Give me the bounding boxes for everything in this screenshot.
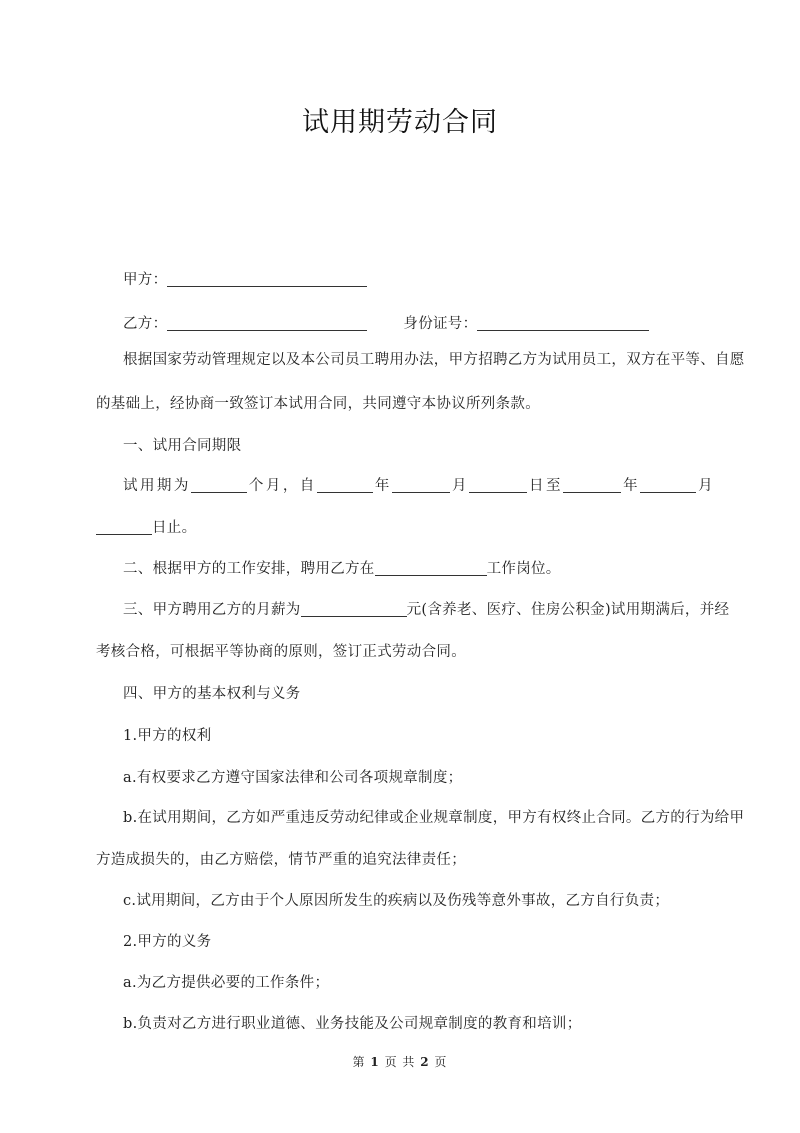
section3-text: 三、甲方聘用乙方的月薪为 <box>123 602 301 618</box>
month2-label: 月 <box>696 478 713 494</box>
party-a-label: 甲方： <box>123 272 168 288</box>
year-label: 年 <box>372 478 392 494</box>
party-b-blank <box>167 316 367 332</box>
start-month-blank <box>392 478 450 494</box>
day-to-label: 日至 <box>526 478 563 494</box>
id-label: 身份证号： <box>403 316 478 332</box>
month-label: 月 <box>449 478 469 494</box>
section3-text-continued: 元(含养老、医疗、住房公积金)试用期满后，并经 <box>406 602 730 618</box>
duties-heading: 2.甲方的义务 <box>123 934 212 950</box>
trial-period-line <box>123 474 713 495</box>
duty-a: a.为乙方提供必要的工作条件； <box>123 975 330 991</box>
right-b-line2: 方造成损失的，由乙方赔偿，情节严重的追究法律责任； <box>96 852 466 868</box>
page-footer <box>0 1053 800 1070</box>
trial-period-line2 <box>96 516 716 537</box>
right-c: c.试用期间，乙方由于个人原因所发生的疾病以及伤残等意外事故，乙方自行负责； <box>123 893 670 909</box>
section2-suffix: 工作岗位。 <box>486 561 561 577</box>
page-mid: 页 共 <box>384 1055 416 1069</box>
party-a-blank <box>167 272 367 288</box>
start-year-blank <box>317 478 373 494</box>
rights-heading: 1.甲方的权利 <box>123 728 212 744</box>
section4-heading: 四、甲方的基本权利与义务 <box>123 686 301 702</box>
duty-b: b.负责对乙方进行职业道德、业务技能及公司规章制度的教育和培训； <box>123 1016 582 1032</box>
end-month-blank <box>640 478 696 494</box>
section2-text: 二、根据甲方的工作安排，聘用乙方在 <box>123 561 375 577</box>
intro-paragraph-line1: 根据国家劳动管理规定以及本公司员工聘用办法，甲方招聘乙方为试用员工，双方在平等、自愿 <box>123 352 745 368</box>
period-from-label: 个月，自 <box>246 478 317 494</box>
document-title: 试用期劳动合同 <box>302 107 498 138</box>
page-suffix: 页 <box>434 1055 448 1069</box>
start-day-blank <box>469 478 527 494</box>
end-year-blank <box>563 478 621 494</box>
party-b-label: 乙方： <box>123 316 168 332</box>
page-current: 1 <box>370 1055 380 1069</box>
position-blank <box>375 561 487 577</box>
intro-paragraph-line2: 的基础上，经协商一致签订本试用合同，共同遵守本协议所列条款。 <box>96 396 540 412</box>
months-blank <box>191 478 247 494</box>
party-a-line <box>123 268 713 289</box>
period-label: 试用期为 <box>123 478 191 494</box>
section1-heading: 一、试用合同期限 <box>123 438 242 454</box>
page-prefix: 第 <box>352 1055 366 1069</box>
period-end-label: 日止。 <box>152 520 197 536</box>
page-total: 2 <box>420 1055 430 1069</box>
section3-line2: 考核合格，可根据平等协商的原则，签订正式劳动合同。 <box>96 644 466 660</box>
right-b-line1: b.在试用期间，乙方如严重违反劳动纪律或企业规章制度，甲方有权终止合同。乙方的行为给甲 <box>123 810 745 826</box>
section3-line1 <box>123 598 730 619</box>
id-number-blank <box>477 316 649 332</box>
year2-label: 年 <box>620 478 641 494</box>
end-day-blank <box>96 520 152 536</box>
right-a: a.有权要求乙方遵守国家法律和公司各项规章制度； <box>123 770 463 786</box>
salary-blank <box>301 602 407 618</box>
section2-line <box>123 557 713 578</box>
party-b-line <box>123 312 713 333</box>
